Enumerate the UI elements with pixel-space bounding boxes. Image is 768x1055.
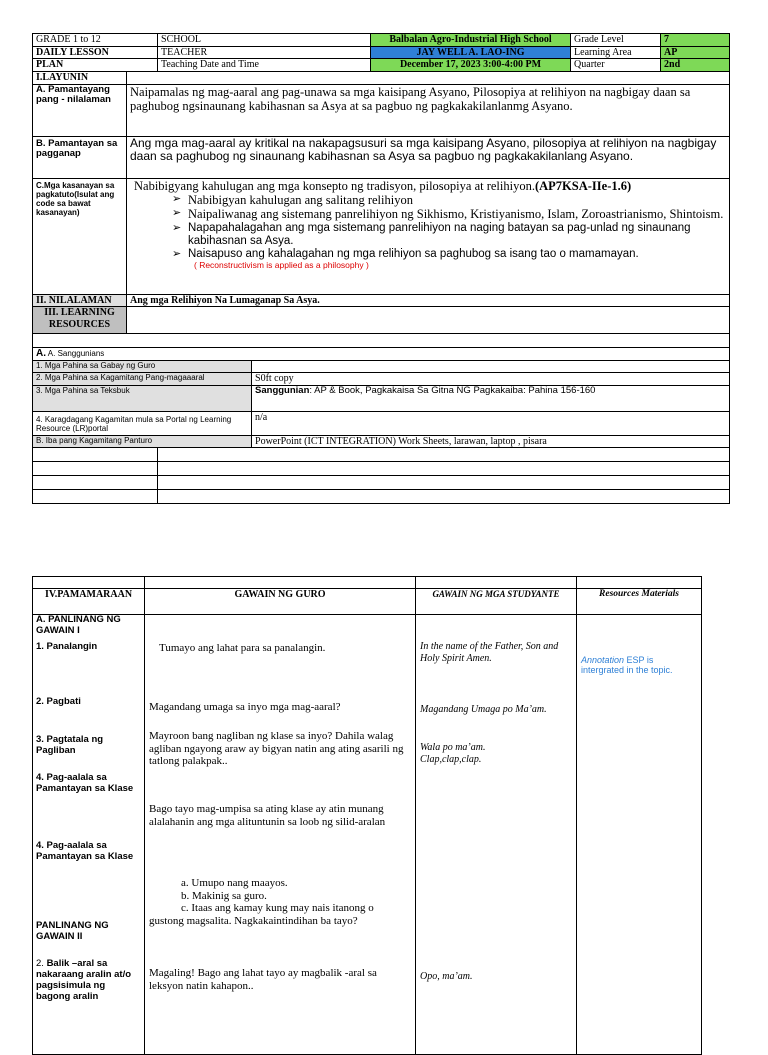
nilalaman-value: Ang mga Relihiyon Na Lumaganap Sa Asya. (127, 294, 730, 307)
resources-header: Resources Materials (577, 589, 702, 615)
quarter-label: Quarter (571, 59, 661, 72)
date-value: December 17, 2023 3:00-4:00 PM (371, 59, 571, 72)
iba-label: B. Iba pang Kagamitang Panturo (33, 435, 252, 448)
panalangin-label: 1. Panalangin (36, 641, 98, 652)
grade-level-value: 7 (661, 34, 730, 47)
list-item: gustong magsalita. Nagkakaintindihan ba tayo? (149, 914, 358, 927)
pagbati-teacher: Magandang umaga sa inyo mga mag-aaral? (149, 701, 341, 713)
learning-area-value: AP (661, 46, 730, 59)
portal-value: n/a (252, 411, 730, 435)
learning-area-label: Learning Area (571, 46, 661, 59)
kasanayan-intro: Nabibigyang kahulugan ang mga konsepto ng tradisyon, pilosopiya at relihiyon. (134, 178, 535, 193)
list-item: ➢ Nabibigyan kahulugan ang salitang relihiyon (172, 193, 726, 207)
guro-header: GAWAIN NG GURO (145, 589, 416, 615)
section-b-title: PANLINANG NG GAWAIN II (36, 920, 109, 942)
kasanayan-label: C.Mga kasanayan sa pagkatuto(Isulat ang code sa bawat kasanayan) (33, 178, 127, 294)
gabay-label: 1. Mga Pahina sa Gabay ng Guro (33, 360, 252, 372)
pamamaraan-header: IV.PAMAMARAAN (33, 589, 145, 615)
list-item: a. Umupo nang maayos. (181, 877, 288, 889)
resources-materials (577, 615, 702, 1055)
school-value: Balbalan Agro-Industrial High School (371, 34, 571, 47)
pamantayang-label: A. Pamantayang pang - nilalaman (33, 84, 127, 136)
teacher-activities (145, 615, 416, 1055)
list-item: b. Makinig sa guro. (181, 889, 267, 902)
pagtatala-teacher: Mayroon bang nagliban ng klase sa inyo? Dahila walag agliban ngayong araw ay bigyan natin ang ating asarili ng tatlong palakpak.. (149, 730, 404, 768)
layunin-title: I.LAYUNIN (33, 71, 127, 84)
list-item: ➢ Naisapuso ang kahalagahan ng mga relihiyon sa paghubog sa isang tao o mamamayan. (172, 248, 726, 261)
kasanayan-code: (AP7KSA-IIe-1.6) (534, 178, 632, 193)
procedure-table (32, 576, 702, 1055)
teksbuk-value (252, 385, 730, 411)
balik-aral-teacher: Magaling! Bago ang lahat tayo ay magbalik -aral sa leksyon natin kahapon.. (149, 967, 377, 992)
annotation-note: Annotation ESP is intergrated in the topic. (581, 655, 673, 676)
pagtatala-label: 3. Pagtatala ng Pagliban (36, 734, 104, 756)
sanggunian-heading: A. A. Sanggunians (33, 348, 730, 361)
list-item: ➢ Napapahalagahan ang mga sistemang panrelihiyon na naging batayan sa pag-unlad ng sinaunang kabihasnan sa Asya. (172, 222, 726, 248)
balik-aral-label: 2. Balik –aral sa nakaraang aralin at/o pagsisimula ng bagong aralin (36, 958, 132, 1002)
pag-aalala-label-2: 4. Pag-aalala sa Pamantayan sa Klase (36, 840, 134, 862)
grade-label: GRADE 1 to 12 (33, 34, 158, 47)
kagamitan-label: 2. Mga Pahina sa Kagamitang Pang-magaaaral (33, 372, 252, 385)
step-labels (33, 615, 145, 1055)
pamantayang-text: Naipamalas ng mag-aaral ang pag-unawa sa mga kaisipang Asyano, Pilosopiya at relihiyon na nagbigay daan sa paghubog ngsinaunang kabihasnan sa Asya at sa pagbuo ng pagkakakilanlanmg Asyano. (127, 84, 730, 136)
pagbati-student: Magandang Umaga po Ma’am. (420, 704, 547, 715)
teacher-label: TEACHER (158, 46, 371, 59)
pag-aalala-label-1: 4. Pag-aalala sa Pamantayan sa Klase (36, 772, 134, 794)
teksbuk-text: : AP & Book, Pagkakaisa Sa Gitna NG Pagkakaiba: Pahina 156-160 (309, 384, 596, 396)
quarter-value: 2nd (661, 59, 730, 72)
student-activities (416, 615, 577, 1055)
pagtatala-student: Wala po ma’am. Clap,clap,clap. (420, 742, 486, 765)
nilalaman-label: II. NILALAMAN (33, 294, 127, 307)
portal-label: 4. Karagdagang Kagamitan mula sa Portal ng Learning Resource (LR)portal (33, 411, 252, 435)
section-a-title: A. PANLINANG NG GAWAIN I (36, 614, 121, 636)
sanggunian-bold: Sanggunian (255, 384, 310, 396)
balik-aral-student: Opo, ma’am. (420, 971, 473, 982)
list-item: c. Itaas ang kamay kung may nais itanong o (181, 902, 374, 915)
list-item: ➢ Naipaliwanag ang sistemang panrelihiyon ng Sikhismo, Kristiyanismo, Islam, Zoroastrianismo, Shintoism. (172, 207, 726, 221)
panalangin-student: In the name of the Father, Son and Holy Spirit Amen. (420, 641, 559, 664)
kasanayan-content (127, 178, 730, 294)
dlp-title-2: PLAN (33, 59, 158, 72)
resources-label: III. LEARNING RESOURCES (33, 307, 127, 334)
sanggunian-text: A. Sanggunians (47, 349, 105, 358)
pagganap-text: Ang mga mag-aaral ay kritikal na nakapagsusuri sa mga kaisipang Asyano, pilosopiya at relihiyon na nagbigay daan sa paghubog ng sinaunang kabihasnan sa Asya sa pagbuo ng pagkakakilanlang Asyano. (127, 136, 730, 178)
grade-level-label: Grade Level (571, 34, 661, 47)
teksbuk-label: 3. Mga Pahina sa Teksbuk (33, 385, 252, 411)
date-label: Teaching Date and Time (158, 59, 371, 72)
kagamitan-value: S0ft copy (252, 372, 730, 385)
dlp-title-1: DAILY LESSON (33, 46, 158, 59)
teacher-value: JAY WELL A. LAO-ING (371, 46, 571, 59)
school-label: SCHOOL (158, 34, 371, 47)
pagganap-label: B. Pamantayan sa pagganap (33, 136, 127, 178)
lesson-plan-table (32, 33, 730, 504)
pagbati-label: 2. Pagbati (36, 696, 81, 707)
panalangin-teacher: Tumayo ang lahat para sa panalangin. (159, 642, 326, 654)
alituntunin-intro: Bago tayo mag-umpisa sa ating klase ay atin munang alalahanin ang mga alituntunin sa loob ng silid-aralan (149, 803, 386, 828)
rules-list (149, 877, 411, 928)
studyante-header: GAWAIN NG MGA STUDYANTE (416, 589, 577, 615)
philosophy-note: ( Reconstructivism is applied as a philosophy ) (194, 260, 369, 271)
kasanayan-list (130, 193, 726, 261)
iba-value: PowerPoint (ICT INTEGRATION) Work Sheets, larawan, laptop , pisara (252, 435, 730, 448)
